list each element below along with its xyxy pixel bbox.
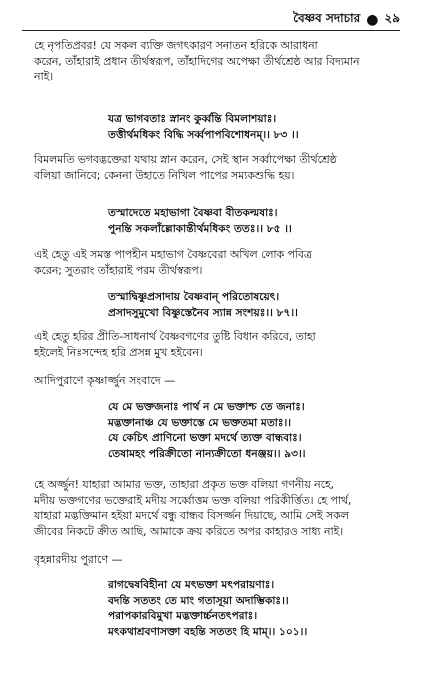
verse-line: মৎকথাশ্রবণাসক্তা বহন্তি সততং হি মাম্।। ১০১।।: [108, 625, 308, 638]
text-line: বিমলমতি ভগবদ্ভক্তেরা যথায় স্নান করেন, সেই স্থান সর্ব্বাপেক্ষা তীর্থশ্রেষ্ঠ: [34, 153, 337, 166]
paragraph-5: [34, 477, 404, 539]
text-line: নাই।: [34, 70, 54, 83]
verse-line: পুনন্তি সকলাঁল্লোকান্তীর্থমধিকং ততঃ।। ৮৫ ।।: [108, 222, 292, 235]
text-line: যাহারা মদ্ভক্তিমান হইয়া মদর্থে বন্ধু বান্ধব বিসর্জ্জন দিয়াছে, আমি সেই সকল: [34, 509, 349, 522]
verse-83: [108, 112, 299, 143]
verse-line: রাগদ্বেষবিহীনা যে মৎভক্তা মৎপরায়ণাঃ।: [108, 579, 275, 591]
verse-line: তস্মাদ্বিষ্ণুপ্রসাদায় বৈষ্ণবান্ পরিতোষয়েৎ।: [108, 291, 280, 303]
verse-101: [108, 578, 307, 640]
paragraph-1: [34, 38, 404, 85]
verse-line: বদন্তি সততং তে মাং গতাসূয়া অদাম্ভিকাঃ।।: [108, 594, 289, 607]
text-line: বলিয়া জানিবে; কেননা উহাতে নিখিল পাপের সম্যকশুদ্ধি হয়।: [34, 168, 295, 182]
text-line: মদীয় ভক্তগণের ভক্তেরাই মদীয় সর্ব্বোত্তম ভক্ত বলিয়া পরিকীর্ত্তিত। হে পার্থ,: [34, 493, 352, 507]
verse-line: যত্র ভাগবতাঃ স্নানং কুর্ব্বন্তি বিমলাশয়াঃ।: [108, 113, 277, 125]
running-header: [22, 10, 400, 31]
verse-line: যে কেচিৎ প্রাণিনো ভক্তা মদর্থে ত্যক্ত বান্ধবাঃ।: [108, 432, 302, 444]
section-title-brihannaradiya: বৃহন্নারদীয় পুরাণে —: [34, 553, 123, 566]
text-line: হে অর্জ্জুন! যাহারা আমার ভক্ত, তাহারা প্রকৃত ভক্ত বলিয়া গণনীয় নহে,: [34, 478, 335, 491]
verse-line: মদ্ভক্তানাঞ্চ যে ভক্তাস্তে মে ভক্ততমা মতাঃ।।: [108, 416, 292, 429]
verse-line: তত্তীর্থমধিকং বিদ্ধি সর্ব্বপাপবিশোধনম্।। ৮৩ ।।: [108, 128, 299, 141]
verse-line: পরাপকারবিমুখা মদ্ভক্তার্চ্চনতৎপরাঃ।: [108, 610, 258, 622]
section-title-adipurana: আদিপুরাণে কৃষ্ণার্জ্জুন সংবাদে —: [34, 374, 176, 387]
paragraph-3: [34, 247, 404, 278]
verse-line: তস্মাদেতে মহাভাগা বৈষ্ণবা বীতকল্মষাঃ।: [108, 207, 278, 219]
text-line: করেন; সুতরাং তাঁহারাই পরম তীর্থস্বরূপ।: [34, 263, 203, 277]
verse-85: [108, 206, 292, 237]
text-line: জীবের নিকটে ক্রীত আছি, আমাকে ক্রয় করিতে অপর কাহারও সাধ্য নাই।: [34, 524, 344, 538]
verse-line: যে মে ভক্তজনাঃ পার্থ ন মে ভক্তাশ্চ তে জনাঃ।: [108, 401, 305, 413]
verse-87: [108, 290, 298, 321]
page-number: ২৯: [384, 11, 400, 25]
text-line: করেন, তাঁহারাই প্রধান তীর্থস্বরূপ, তাঁহাদিগের অপেক্ষা তীর্থশ্রেষ্ঠ আর বিদ্যমান: [34, 54, 360, 68]
text-line: হইলেই নিঃসন্দেহ হরি প্রসন্ন মুখ হইবেন।: [34, 345, 203, 359]
verse-line: প্রসাদসুমুখো বিষ্ণুস্তেনৈব স্যান্ন সংশয়ঃ।। ৮৭।।: [108, 306, 298, 319]
header-title: বৈষ্ণব সদাচার: [293, 11, 361, 25]
paragraph-4: [34, 329, 404, 360]
text-line: হে নৃপতিপ্রবর! যে সকল ব্যক্তি জগৎকারণ সনাতন হরিকে আরাধনা: [34, 39, 318, 52]
bullet-separator: ●: [366, 12, 379, 28]
text-line: এই হেতু হরির প্রীতি-সাধনার্থ বৈষ্ণবগণের তুষ্টি বিধান করিবে, তাহা: [34, 330, 316, 343]
verse-93: [108, 400, 306, 462]
text-line: এই হেতু এই সমস্ত পাপহীন মহাভাগ বৈষ্ণবেরা অখিল লোক পবিত্র: [34, 248, 312, 261]
paragraph-2: [34, 152, 404, 183]
verse-line: তেষামহং পরিক্রীতো নান্যক্রীতো ধনঞ্জয়।। ৯৩।।: [108, 447, 306, 460]
